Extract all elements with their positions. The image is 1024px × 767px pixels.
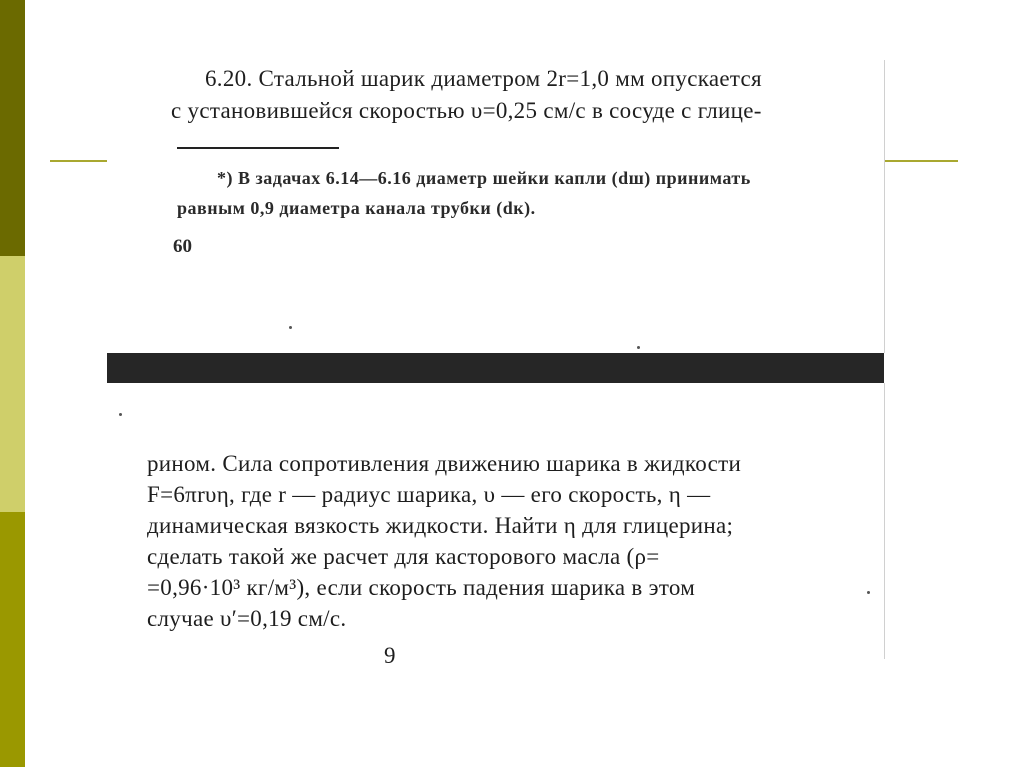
text-line-6: случае υ′=0,19 см/с. (147, 606, 347, 631)
accent-stripe-bottom (0, 512, 25, 767)
decorative-line-left (50, 160, 108, 162)
scanned-page-bottom-fragment (107, 383, 885, 668)
scanned-page-top-fragment (107, 60, 885, 353)
page-number: 60 (173, 236, 192, 257)
text-line-4: сделать такой же расчет для касторового масла (ρ= (147, 544, 660, 569)
partial-text-fragment: 9 (384, 643, 396, 668)
scan-speck (637, 346, 640, 349)
text-line-2: F=6πrυη, где r — радиус шарика, υ — его скорость, η — (147, 482, 711, 507)
footnote-separator (177, 147, 339, 149)
scan-speck (289, 326, 292, 329)
scan-speck (867, 591, 870, 594)
text-line-3: динамическая вязкость жидкости. Найти η для глицерина; (147, 513, 734, 538)
scan-divider-bar (107, 353, 884, 383)
text-line-1: рином. Сила сопротивления движению шарика в жидкости (147, 451, 742, 476)
scan-speck (119, 413, 122, 416)
accent-stripe-middle (0, 256, 25, 512)
footnote-line-2: равным 0,9 диаметра канала трубки (dк). (177, 198, 536, 218)
accent-stripe-top (0, 0, 25, 256)
text-line-5: =0,96·10³ кг/м³), если скорость падения шарика в этом (147, 575, 696, 600)
problem-line-2: с установившейся скоростью υ=0,25 см/с в сосуде с глице- (171, 98, 762, 123)
footnote-line-1: *) В задачах 6.14—6.16 диаметр шейки капли (dш) принимать (217, 168, 751, 188)
problem-line-1: 6.20. Стальной шарик диаметром 2r=1,0 мм опускается (205, 66, 762, 91)
decorative-line-right (884, 160, 958, 162)
